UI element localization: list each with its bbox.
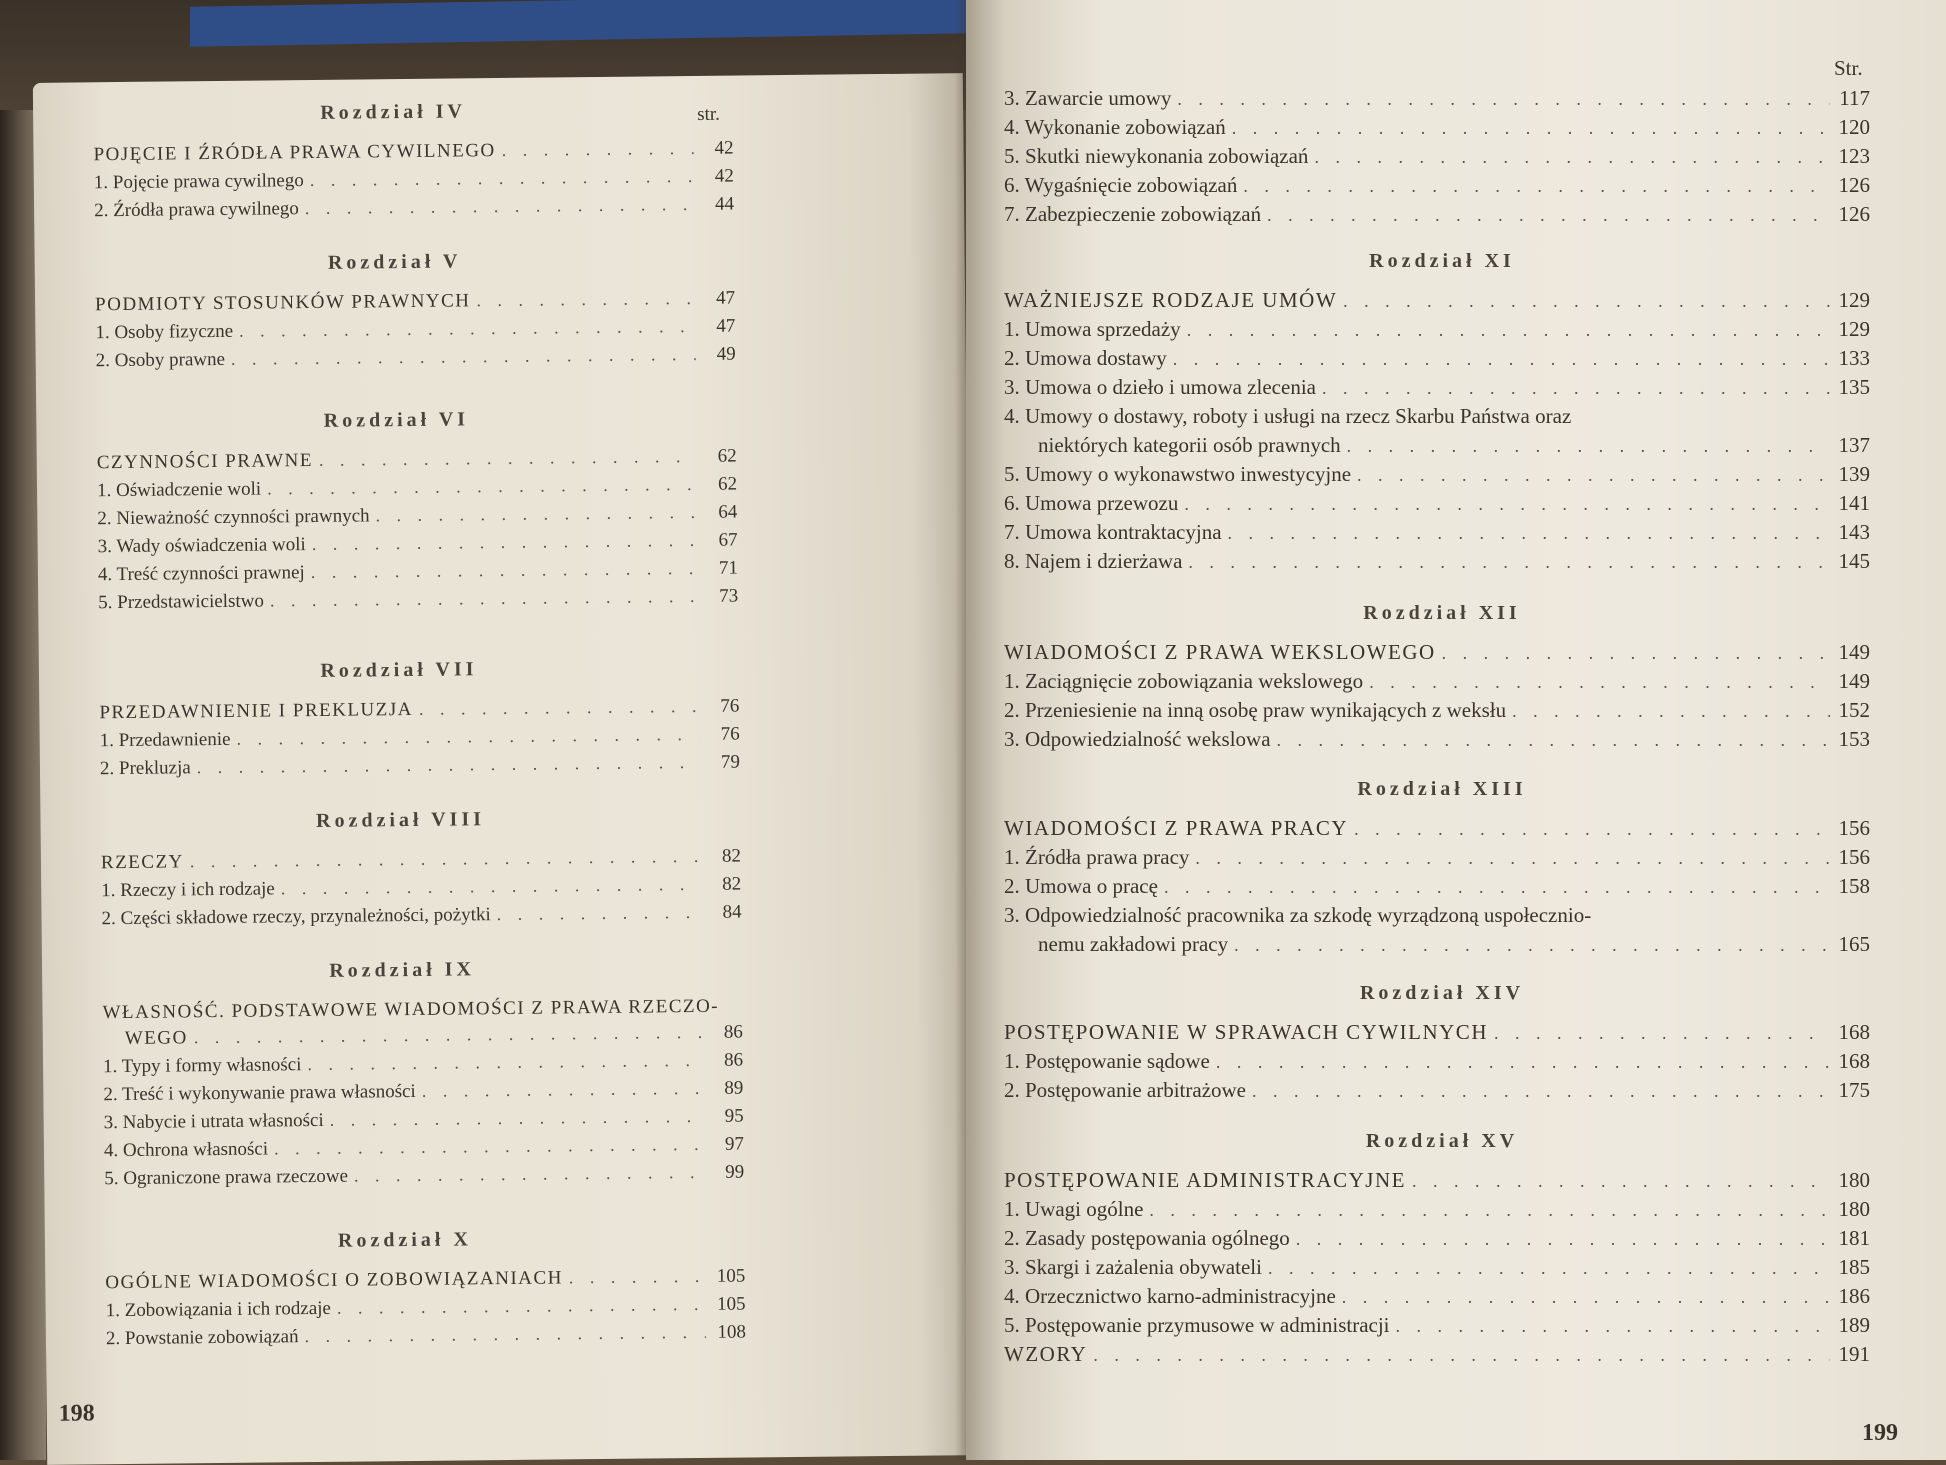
- toc-entry: [106, 1294, 746, 1323]
- chapter-heading: Rozdział V: [327, 250, 462, 274]
- dot-leader: [261, 474, 697, 500]
- toc-entry-cont-page: 137: [1838, 433, 1870, 457]
- toc-entry-label: 1. Osoby fizyczne: [95, 320, 234, 344]
- chapter-heading: Rozdział X: [337, 1228, 472, 1252]
- chapter-title-page: 156: [1838, 816, 1870, 840]
- dot-leader: [1506, 701, 1830, 722]
- dot-leader: [268, 1134, 704, 1160]
- toc-entry: [101, 874, 741, 903]
- toc-entry-page: 95: [724, 1105, 744, 1127]
- dot-leader: [331, 1294, 706, 1319]
- toc-entry-page: 158: [1838, 874, 1870, 898]
- toc-entry-cont-label: niektórych kategorii osób prawnych: [1038, 433, 1341, 457]
- chapter-title-page: 82: [721, 845, 742, 867]
- toc-entry-label: 1. Typy i formy własności: [102, 1054, 302, 1078]
- dot-leader: [563, 1266, 706, 1288]
- toc-entry: [1004, 549, 1870, 574]
- toc-entry-page: 73: [719, 585, 739, 607]
- toc-entry-label: 4. Treść czynności prawnej: [97, 562, 305, 586]
- toc-entry-label: 3. Skargi i zażalenia obywateli: [1004, 1255, 1262, 1279]
- dot-leader: [1181, 320, 1830, 341]
- dot-leader: [1336, 1287, 1830, 1308]
- toc-entry: [1004, 115, 1870, 140]
- toc-entry-label: 3. Zawarcie umowy: [1004, 86, 1172, 110]
- toc-entry: [1004, 346, 1870, 371]
- chapter-title-label: PODMIOTY STOSUNKÓW PRAWNYCH: [95, 290, 471, 316]
- chapter-title-label: POSTĘPOWANIE W SPRAWACH CYWILNYCH: [1004, 1020, 1488, 1044]
- dot-leader: [1143, 1200, 1830, 1221]
- toc-entry-label: 3. Wady oświadczenia woli: [97, 534, 306, 558]
- toc-entry-label: 2. Przeniesienie na inną osobę praw wynikających z weksłu: [1004, 698, 1507, 722]
- page-number-right: 199: [1862, 1420, 1898, 1446]
- toc-entry: [103, 1078, 743, 1107]
- chapter-title-label: PRZEDAWNIENIE I PREKLUZJA: [99, 698, 414, 724]
- toc-entry: [106, 1322, 746, 1351]
- toc-entry-label: 4. Umowy o dostawy, roboty i usługi na rzecz Skarbu Państwa oraz: [1004, 404, 1572, 428]
- dot-leader: [1087, 1345, 1830, 1366]
- dot-leader: [230, 724, 699, 750]
- toc-entry: [1004, 1197, 1870, 1222]
- toc-entry-page: 152: [1838, 698, 1870, 722]
- toc-entry-label: 6. Wygaśnięcie zobowiązań: [1004, 173, 1238, 197]
- toc-entry-page: 76: [720, 723, 740, 745]
- toc-entry-page: 126: [1838, 202, 1870, 226]
- chapter-title: [97, 446, 737, 475]
- chapter-heading: Rozdział XIV: [1359, 982, 1525, 1004]
- toc-entry: [94, 166, 734, 195]
- toc-entry: [98, 558, 738, 587]
- toc-entry-page: 126: [1838, 173, 1870, 197]
- dot-leader: [1290, 1229, 1830, 1250]
- chapter-title-cont: [125, 1022, 743, 1050]
- toc-entry-label: 1. Przedawnienie: [99, 728, 231, 752]
- toc-entry: [94, 194, 734, 223]
- toc-entry-label: 2. Części składowe rzeczy, przynależności, pożytki: [101, 904, 491, 930]
- toc-entry-label: 1. Pojęcie prawa cywilnego: [93, 170, 304, 194]
- chapter-title-page: 129: [1838, 288, 1870, 312]
- chapter-title-page: 180: [1838, 1168, 1870, 1192]
- toc-entry: [1004, 520, 1870, 545]
- chapter-title: [95, 288, 735, 317]
- toc-entry-cont: [1038, 433, 1870, 458]
- toc-entry-label: 7. Umowa kontraktacyjna: [1004, 520, 1222, 544]
- toc-entry-page: 62: [717, 473, 738, 495]
- toc-entry-page: 79: [720, 751, 741, 773]
- chapter-title-label: CZYNNOŚCI PRAWNE: [96, 449, 314, 474]
- page-number-left: 198: [58, 1400, 95, 1427]
- toc-entry: [1004, 727, 1870, 752]
- toc-entry-cont-label: nemu zakładowi pracy: [1038, 932, 1229, 956]
- toc-entry: [1004, 462, 1870, 487]
- toc-entry: [97, 474, 737, 503]
- dot-leader: [369, 502, 697, 526]
- toc-entry-page: 186: [1838, 1284, 1870, 1308]
- toc-entry-page: 84: [722, 901, 742, 923]
- toc-entry-page: 180: [1838, 1197, 1870, 1221]
- str-label-right: Str.: [1834, 56, 1863, 80]
- toc-entry-page: 99: [725, 1161, 745, 1183]
- chapter-title: [105, 1266, 745, 1295]
- toc-entry-label: 5. Skutki niewykonania zobowiązań: [1004, 144, 1309, 168]
- chapter-title: [102, 996, 742, 1025]
- toc-entry: [1004, 404, 1870, 429]
- chapter-title-cont-label: WEGO: [124, 1027, 188, 1049]
- dot-leader: [470, 288, 695, 311]
- chapter-title-label: POSTĘPOWANIE ADMINISTRACYJNE: [1004, 1168, 1406, 1192]
- chapter-title: [1004, 640, 1870, 665]
- dot-leader: [299, 194, 694, 219]
- dot-leader: [348, 1162, 704, 1187]
- toc-entry-page: 117: [1839, 86, 1870, 110]
- toc-entry-label: 2. Treść i wykonywanie prawa własności: [103, 1080, 416, 1106]
- toc-entry-page: 67: [718, 529, 738, 551]
- dot-leader: [233, 316, 695, 342]
- dot-leader: [264, 586, 699, 612]
- chapter-heading: Rozdział XIII: [1357, 778, 1527, 800]
- dot-leader: [1488, 1023, 1830, 1044]
- dot-leader: [1228, 935, 1830, 956]
- toc-entry: [97, 502, 737, 531]
- left-page: [33, 73, 977, 1465]
- toc-entry-page: 135: [1838, 375, 1870, 399]
- chapter-title-label: RZECZY: [100, 851, 184, 874]
- toc-entry-page: 133: [1838, 346, 1870, 370]
- toc-entry-page: 153: [1838, 727, 1870, 751]
- toc-entry: [1004, 86, 1870, 111]
- toc-entry-label: 3. Nabycie i utrata własności: [103, 1109, 324, 1134]
- toc-entry-label: 2. Nieważność czynności prawnych: [97, 505, 370, 530]
- dot-leader: [304, 166, 694, 191]
- toc-entry-label: 1. Rzeczy i ich rodzaje: [101, 878, 275, 902]
- chapter-title: [1004, 288, 1870, 313]
- toc-entry: [1004, 903, 1870, 928]
- toc-entry-page: 86: [723, 1049, 744, 1071]
- chapter-title-label: WIADOMOŚCI Z PRAWA PRACY: [1004, 816, 1349, 840]
- chapter-heading: Rozdział VIII: [315, 808, 486, 832]
- toc-entry-page: 44: [714, 193, 735, 215]
- toc-entry-label: 2. Umowa o pracę: [1004, 874, 1158, 898]
- toc-entry: [1004, 173, 1870, 198]
- dot-leader: [1178, 494, 1830, 515]
- dot-leader: [1189, 848, 1830, 869]
- dot-leader: [191, 752, 700, 778]
- toc-entry-label: 5. Ograniczone prawa rzeczowe: [104, 1165, 349, 1190]
- dot-leader: [413, 696, 700, 720]
- toc-entry-label: 6. Umowa przewozu: [1004, 491, 1179, 515]
- toc-entry-page: 145: [1838, 549, 1870, 573]
- chapter-title: [1004, 1020, 1870, 1045]
- toc-entry-label: 5. Umowy o wykonawstwo inwestycyjne: [1004, 462, 1352, 486]
- dot-leader: [1226, 118, 1830, 139]
- toc-entry-label: 1. Uwagi ogólne: [1004, 1197, 1144, 1221]
- toc-entry-label: 2. Umowa dostawy: [1004, 346, 1167, 370]
- chapter-heading: Rozdział IX: [329, 958, 476, 982]
- toc-entry-page: 42: [714, 165, 734, 187]
- chapter-heading: Rozdział IV: [320, 100, 467, 124]
- dot-leader: [188, 1022, 703, 1048]
- toc-entry-page: 105: [717, 1293, 746, 1315]
- chapter-title: [93, 138, 733, 167]
- toc-entry: [1004, 1226, 1870, 1251]
- toc-entry: [1004, 1284, 1870, 1309]
- toc-entry-page: 189: [1838, 1313, 1870, 1337]
- dot-leader: [301, 1050, 703, 1075]
- toc-entry-label: 1. Oświadczenie woli: [96, 478, 262, 502]
- toc-entry-label: 3. Odpowiedzialność wekslowa: [1004, 727, 1271, 751]
- toc-entry: [100, 752, 740, 781]
- toc-entry-page: 47: [716, 315, 736, 337]
- dot-leader: [1406, 1171, 1830, 1192]
- toc-entry-label: 1. Umowa sprzedaży: [1004, 317, 1181, 341]
- dot-leader: [298, 1322, 706, 1347]
- chapter-title-label: OGÓLNE WIADOMOŚCI O ZOBOWIĄZANIACH: [105, 1267, 563, 1294]
- toc-entry-label: 1. Postępowanie sądowe: [1004, 1049, 1210, 1073]
- toc-entry: [1004, 202, 1870, 227]
- toc-entry-page: 97: [724, 1133, 745, 1155]
- dot-leader: [1262, 1258, 1830, 1279]
- dot-leader: [1363, 672, 1830, 693]
- dot-leader: [1436, 643, 1830, 664]
- toc-entry-page: 129: [1838, 317, 1870, 341]
- dot-leader: [491, 902, 702, 925]
- toc-entry-label: 2. Źródła prawa cywilnego: [94, 198, 299, 222]
- toc-entry: [1004, 317, 1870, 342]
- toc-entry: [104, 1134, 744, 1163]
- toc-entry-label: 1. Zobowiązania i ich rodzaje: [105, 1297, 332, 1322]
- dot-leader: [1237, 176, 1830, 197]
- toc-entry-label: 4. Orzecznictwo karno-administracyjne: [1004, 1284, 1336, 1308]
- chapter-title-page: 76: [720, 695, 740, 717]
- final-entry-label: WZORY: [1004, 1342, 1088, 1366]
- toc-entry-page: 71: [718, 557, 739, 579]
- toc-entry-page: 123: [1838, 144, 1870, 168]
- chapter-heading: Rozdział VII: [320, 658, 478, 682]
- dot-leader: [1308, 147, 1830, 168]
- chapter-heading: Rozdział XII: [1363, 602, 1521, 624]
- toc-entry-page: 120: [1838, 115, 1870, 139]
- toc-entry: [1004, 144, 1870, 169]
- chapter-title-cont-page: 86: [723, 1021, 743, 1043]
- toc-entry-page: 141: [1838, 491, 1870, 515]
- toc-entry-page: 149: [1838, 669, 1870, 693]
- toc-entry-label: 3. Odpowiedzialność pracownika za szkodę wyrządzoną uspołecznio-: [1004, 903, 1592, 927]
- chapter-title: [99, 696, 739, 725]
- toc-entry-page: 143: [1838, 520, 1870, 544]
- toc-entry-page: 108: [717, 1321, 747, 1343]
- chapter-title-page: 105: [716, 1265, 746, 1287]
- toc-entry-label: 2. Zasady postępowania ogólnego: [1004, 1226, 1290, 1250]
- toc-entry-page: 89: [724, 1077, 744, 1099]
- toc-entry-page: 82: [722, 873, 742, 895]
- chapter-title-label: WAŻNIEJSZE RODZAJE UMÓW: [1004, 288, 1338, 312]
- toc-entry: [98, 530, 738, 559]
- toc-entry-label: 7. Zabezpieczenie zobowiązań: [1004, 202, 1262, 226]
- right-page: [966, 0, 1946, 1460]
- toc-entry: [103, 1050, 743, 1079]
- dot-leader: [1171, 89, 1830, 110]
- chapter-title-page: 168: [1838, 1020, 1870, 1044]
- final-entry: [1004, 1342, 1870, 1367]
- toc-entry-label: 5. Postępowanie przymusowe w administracji: [1004, 1313, 1390, 1337]
- dot-leader: [1182, 552, 1830, 573]
- dot-leader: [496, 138, 694, 161]
- toc-entry-label: 2. Osoby prawne: [95, 348, 226, 372]
- toc-entry: [1004, 669, 1870, 694]
- dot-leader: [1271, 730, 1830, 751]
- dot-leader: [1337, 291, 1830, 312]
- dot-leader: [1390, 1316, 1830, 1337]
- chapter-heading: Rozdział XI: [1369, 250, 1515, 272]
- toc-entry-label: 2. Postępowanie arbitrażowe: [1004, 1078, 1247, 1102]
- toc-entry-page: 185: [1838, 1255, 1870, 1279]
- dot-leader: [1316, 378, 1830, 399]
- dot-leader: [313, 446, 697, 471]
- toc-entry: [1004, 1255, 1870, 1280]
- chapter-title: [101, 846, 741, 875]
- dot-leader: [225, 344, 696, 370]
- dot-leader: [416, 1078, 704, 1102]
- toc-entry: [101, 902, 741, 931]
- chapter-title: [1004, 816, 1870, 841]
- chapter-title-label: WŁASNOŚĆ. PODSTAWOWE WIADOMOŚCI Z PRAWA RZECZO-: [102, 995, 720, 1024]
- toc-entry-page: 64: [718, 501, 738, 523]
- dot-leader: [1341, 436, 1830, 457]
- chapter-title: [1004, 1168, 1870, 1193]
- chapter-title-label: WIADOMOŚCI Z PRAWA WEKSLOWEGO: [1004, 640, 1436, 664]
- toc-entry: [96, 344, 736, 373]
- dot-leader: [305, 558, 698, 583]
- dot-leader: [1246, 1081, 1830, 1102]
- toc-entry: [100, 724, 740, 753]
- chapter-title-page: 62: [717, 445, 737, 467]
- toc-entry-page: 175: [1838, 1078, 1870, 1102]
- chapter-title-page: 47: [715, 287, 736, 309]
- chapter-title-page: 149: [1838, 640, 1870, 664]
- toc-entry: [1004, 845, 1870, 870]
- toc-entry: [98, 586, 738, 615]
- dot-leader: [184, 846, 701, 872]
- toc-entry: [1004, 1313, 1870, 1338]
- toc-entry: [1004, 1049, 1870, 1074]
- dot-leader: [275, 874, 702, 899]
- toc-entry: [1004, 874, 1870, 899]
- toc-entry-page: 168: [1838, 1049, 1870, 1073]
- dot-leader: [1348, 819, 1830, 840]
- toc-entry: [95, 316, 735, 345]
- toc-entry-label: 4. Ochrona własności: [103, 1138, 269, 1162]
- dot-leader: [324, 1106, 704, 1131]
- str-label: str.: [697, 103, 720, 125]
- dot-leader: [306, 530, 698, 555]
- final-entry-page: 191: [1838, 1342, 1870, 1366]
- toc-entry-label: 5. Przedstawicielstwo: [98, 590, 265, 614]
- toc-entry-label: 1. Źródła prawa pracy: [1004, 845, 1190, 869]
- toc-entry: [1004, 491, 1870, 516]
- toc-entry: [1004, 375, 1870, 400]
- toc-entry-label: 8. Najem i dzierżawa: [1004, 549, 1183, 573]
- toc-entry-page: 49: [716, 343, 736, 365]
- toc-entry-label: 3. Umowa o dzieło i umowa zlecenia: [1004, 375, 1316, 399]
- toc-entry: [104, 1162, 744, 1191]
- toc-entry-page: 156: [1838, 845, 1870, 869]
- toc-entry-label: 2. Powstanie zobowiązań: [105, 1326, 299, 1350]
- dot-leader: [1351, 465, 1830, 486]
- chapter-title-page: 42: [714, 137, 734, 159]
- toc-entry-page: 139: [1838, 462, 1870, 486]
- toc-entry: [1004, 698, 1870, 723]
- dot-leader: [1222, 523, 1830, 544]
- dot-leader: [1210, 1052, 1830, 1073]
- toc-entry: [1004, 1078, 1870, 1103]
- toc-entry-cont-page: 165: [1838, 932, 1870, 956]
- dot-leader: [1261, 205, 1830, 226]
- chapter-heading: Rozdział XV: [1365, 1130, 1519, 1152]
- dot-leader: [1167, 349, 1830, 370]
- toc-entry-label: 1. Zaciągnięcie zobowiązania wekslowego: [1004, 669, 1364, 693]
- dot-leader: [1158, 877, 1830, 898]
- toc-entry-label: 2. Prekluzja: [99, 757, 191, 780]
- chapter-heading: Rozdział VI: [323, 408, 470, 432]
- chapter-title-label: POJĘCIE I ŹRÓDŁA PRAWA CYWILNEGO: [93, 140, 496, 166]
- toc-entry-label: 4. Wykonanie zobowiązań: [1004, 115, 1226, 139]
- toc-entry-page: 181: [1838, 1226, 1870, 1250]
- toc-entry: [104, 1106, 744, 1135]
- toc-entry-cont: [1038, 932, 1870, 957]
